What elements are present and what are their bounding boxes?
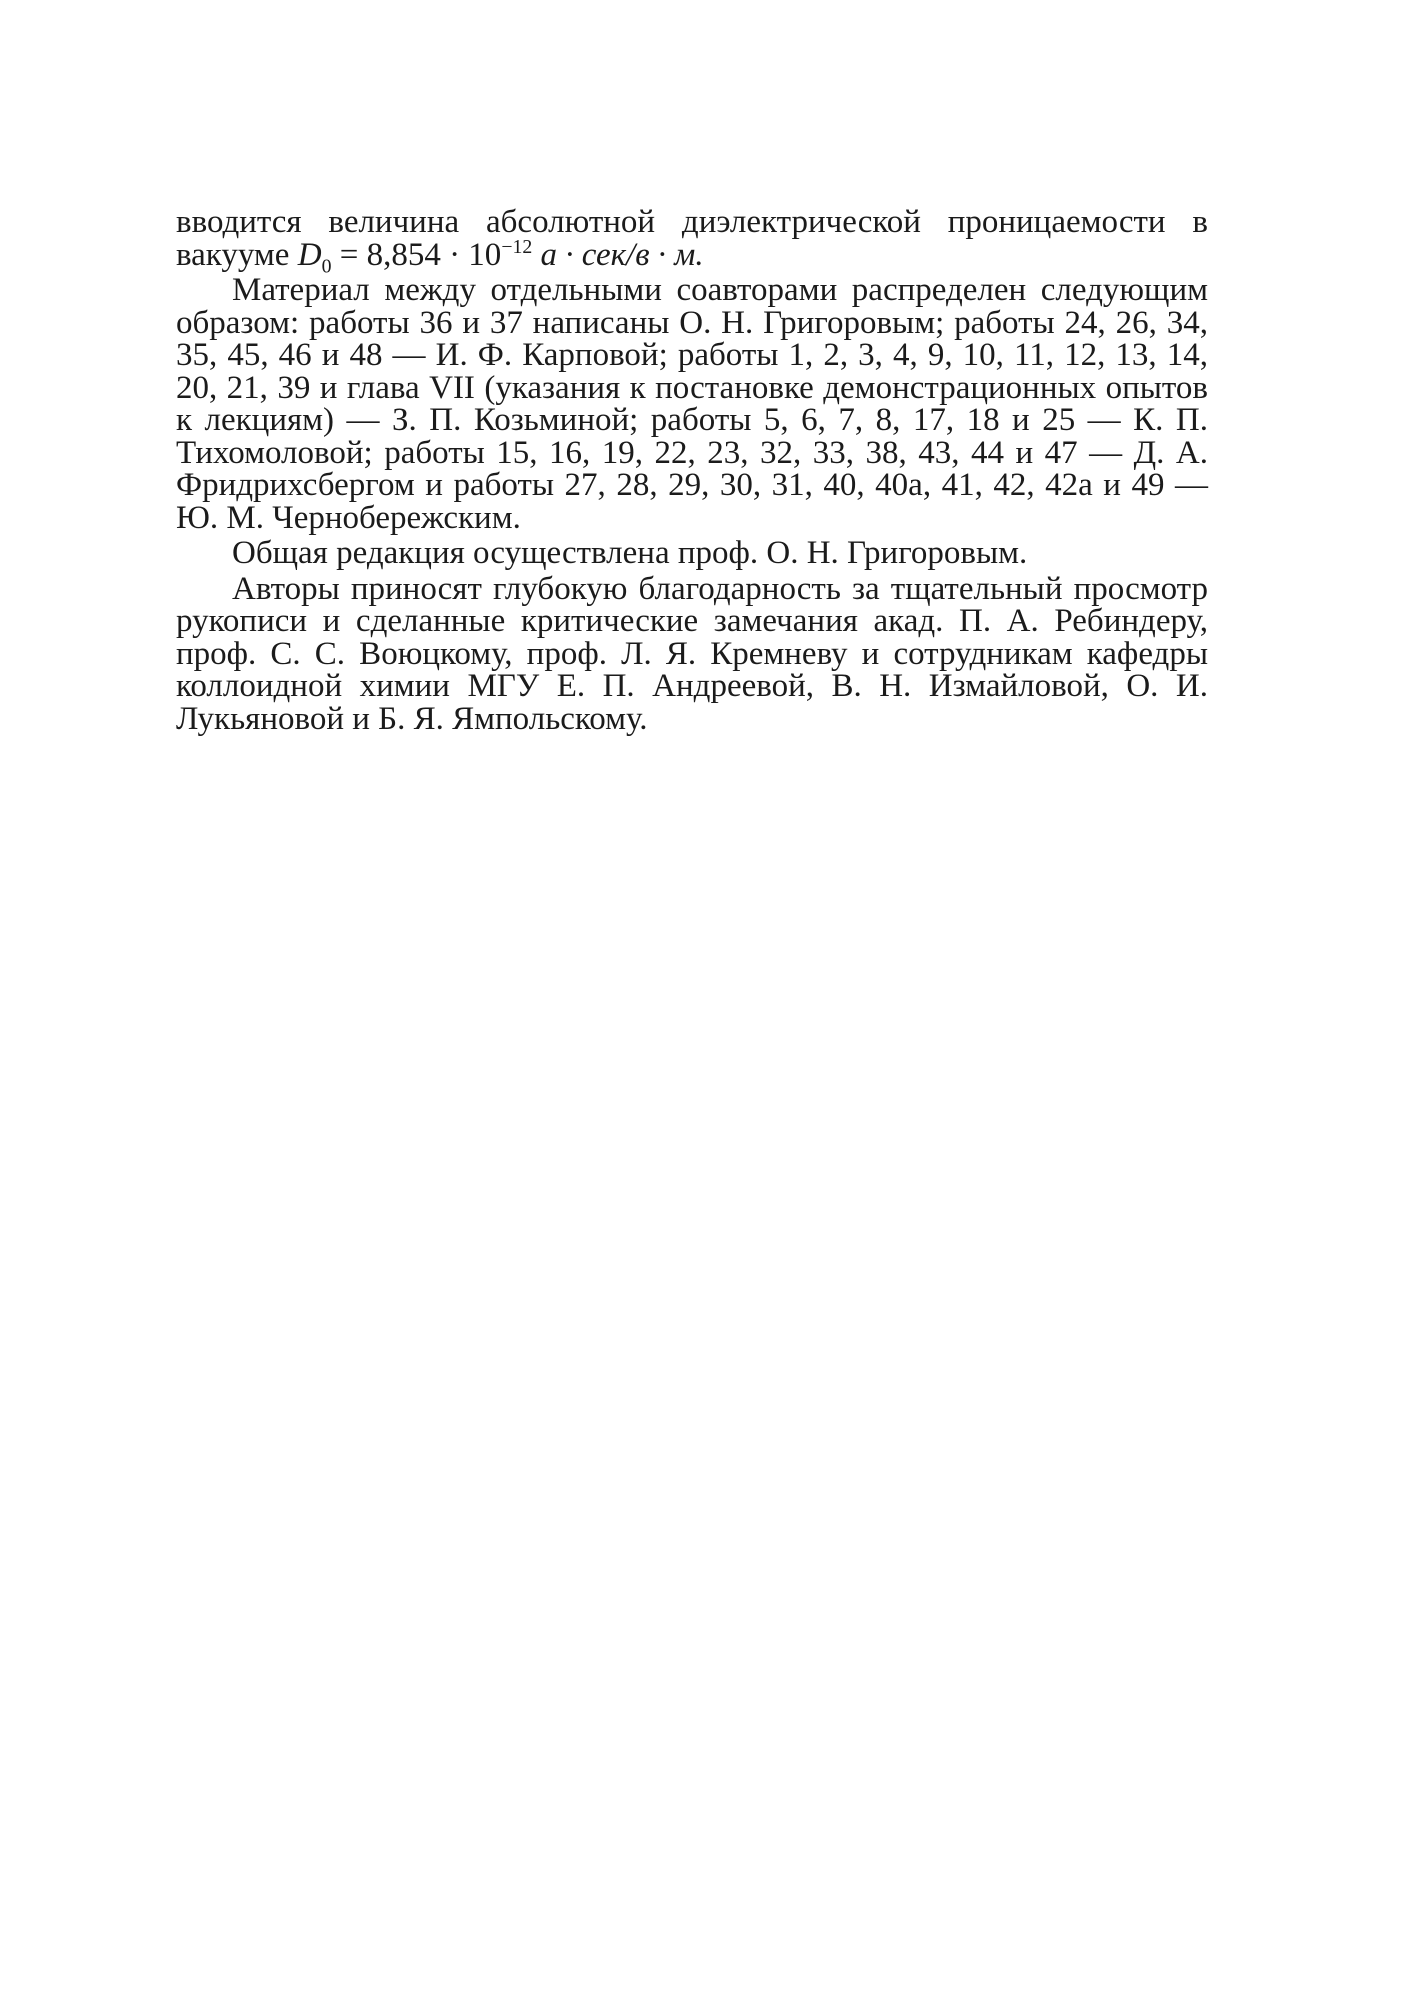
authorship-paragraph: Материал между отдельными соавторами распределен следующим образом: работы 36 и 37 написаны О. Н. Григоровым; работы 24, 26, 34, 35, 45, 46 и 48 — И. Ф. Карповой; работы 1, 2, 3, 4, 9, 10, 11, 12, 13, 14, 20, 21, 39 и глава VII (указания к постановке демонстрационных опытов к лекциям) — З. П. Козьминой; работы 5, 6, 7, 8, 17, 18 и 25 — К. П. Тихомоловой; работы 15, 16, 19, 22, 23, 32, 33, 38, 43, 44 и 47 — Д. А. Фридрихсбергом и работы 27, 28, 29, 30, 31, 40, 40а, 41, 42, 42а и 49 — Ю. М. Чернобережским.	[176, 272, 1208, 536]
editorship-paragraph: Общая редакция осуществлена проф. О. Н. Григоровым.	[232, 535, 1028, 571]
document-page	[176, 206, 1208, 738]
formula-exponent: −12	[501, 235, 533, 258]
formula-subscript: 0	[321, 255, 332, 278]
acknowledgements-paragraph: Авторы приносят глубокую благодарность за тщательный просмотр рукописи и сделанные критические замечания акад. П. А. Ребиндеру, проф. С. С. Воюцкому, проф. Л. Я. Кремневу и сотрудникам кафедры коллоидной химии МГУ Е. П. Андреевой, В. Н. Измайловой, О. И. Лукьяновой и Б. Я. Ямпольскому.	[176, 570, 1208, 737]
intro-text: вводится величина абсолютной диэлектрической проницаемости в вакууме	[176, 204, 1208, 273]
intro-paragraph	[176, 204, 1208, 278]
formula-value: = 8,854 · 10	[331, 236, 502, 273]
formula-variable: D	[297, 236, 322, 273]
formula-unit: а · сек/в · м.	[532, 236, 704, 273]
